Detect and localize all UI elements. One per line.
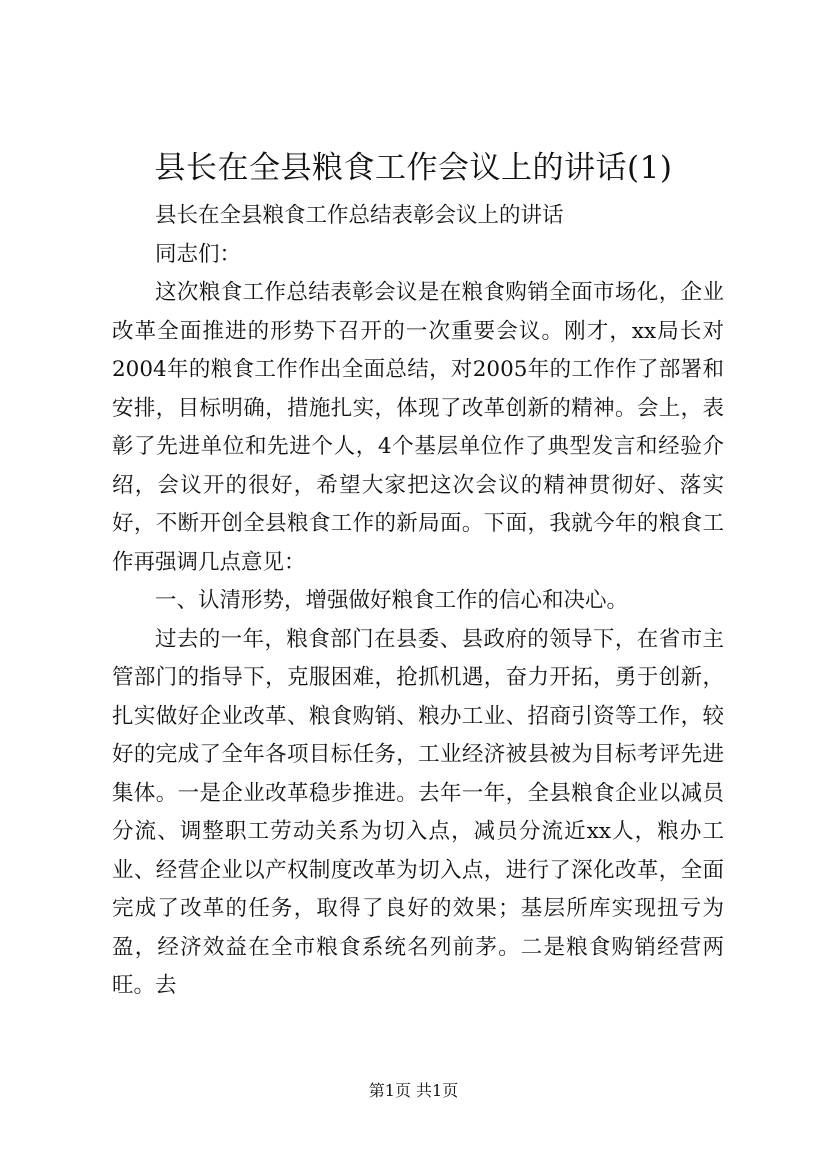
salutation-paragraph: 同志们： [155, 241, 242, 267]
body-paragraph: 过去的一年，粮食部门在县委、县政府的领导下，在省市主管部门的指导下，克服困难，抢抓机遇，奋力开拓，勇于创新，扎实做好企业改革、粮食购销、粮办工业、招商引资等工作，较好的完成了全年各项目标任务，工业经济被县被为目标考评先进集体。一是企业改革稳步推进。去年一年，全县粮食企业以减员分流、调整职工劳动关系为切入点，减员分流近xx人，粮办工业、经营企业以产权制度改革为切入点，进行了深化改革，全面完成了改革的任务，取得了良好的效果；基层所库实现扭亏为盈，经济效益在全市粮食系统名列前茅。二是粮食购销经营两旺。去 [112, 626, 724, 998]
document-body [112, 197, 724, 1006]
document-title: 县长在全县粮食工作会议上的讲话(1) [154, 150, 673, 186]
page-footer: 第1页 共1页 [368, 1081, 459, 1100]
intro-paragraph: 这次粮食工作总结表彰会议是在粮食购销全面市场化，企业改革全面推进的形势下召开的一次重要会议。刚才，xx局长对2004年的粮食工作作出全面总结，对2005年的工作作了部署和安排，目标明确，措施扎实，体现了改革创新的精神。会上，表彰了先进单位和先进个人，4个基层单位作了典型发言和经验介绍，会议开的很好，希望大家把这次会议的精神贯彻好、落实好，不断开创全县粮食工作的新局面。下面，我就今年的粮食工作再强调几点意见： [112, 280, 724, 575]
section-heading: 一、认清形势，增强做好粮食工作的信心和决心。 [155, 588, 629, 613]
subtitle-paragraph: 县长在全县粮食工作总结表彰会议上的讲话 [155, 203, 564, 228]
